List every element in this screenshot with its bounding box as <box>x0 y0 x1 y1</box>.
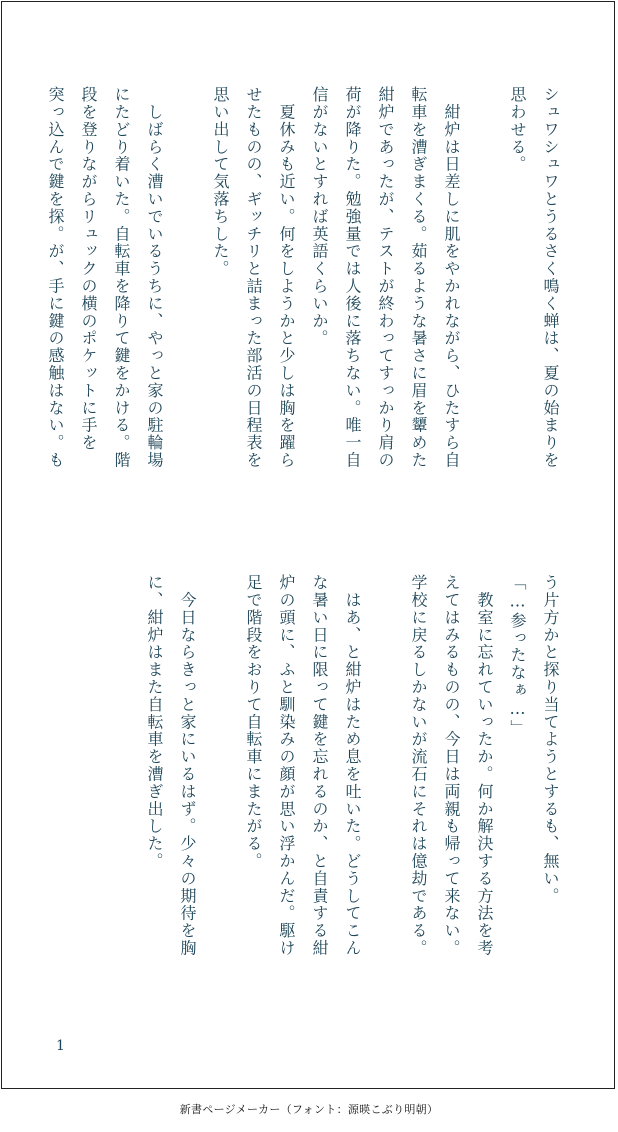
text-line: 紺炉であったが、テストが終わってすっかり肩の <box>376 86 395 469</box>
footer-credit: 新書ページメーカー（フォント：源暎こぶり明朝） <box>179 1103 439 1116</box>
text-line: 突っ込んで鍵を探。が、手に鍵の感触はない。も <box>46 86 65 469</box>
text-line: はあ、と紺炉はため息を吐いた。どうしてこん <box>343 574 362 957</box>
text-line <box>171 86 204 526</box>
text-line: 信がないとすれば英語くらいか。 <box>310 86 329 347</box>
text-line: に、紺炉はまた自転車を漕ぎ出した。 <box>145 574 164 870</box>
text-line: 思わせる。 <box>508 86 527 173</box>
text-line: 炉の頭に、ふと馴染みの顔が思い浮かんだ。駆け <box>277 574 296 957</box>
text-line: にたどり着いた。自転車を降りて鍵をかける。階 <box>112 86 131 469</box>
text-line: 教室に忘れていったか。何か解決する方法を考 <box>475 574 494 957</box>
page-frame <box>1 1 615 1089</box>
text-line: な暑い日に限って鍵を忘れるのか、と自責する紺 <box>310 574 329 957</box>
text-line: 「…参ったなぁ…」 <box>508 574 527 737</box>
text-line: 足で階段をおりて自転車にまたがる。 <box>244 574 263 870</box>
text-line: シュワシュワとうるさく鳴く蝉は、夏の始まりを <box>541 86 560 469</box>
text-line: う片方かと探り当てようとするも、無い。 <box>541 574 560 905</box>
text-line: 思い出して気落ちした。 <box>211 86 230 278</box>
page-number: 1 <box>56 1038 65 1054</box>
text-line: 転車を漕ぎまくる。茹るような暑さに眉を顰めた <box>409 86 428 469</box>
text-line <box>369 574 402 1014</box>
text-line <box>468 86 501 526</box>
text-line: 紺炉は日差しに肌をやかれながら、ひたすら自 <box>442 86 461 469</box>
text-line: 段を登りながらリュックの横のポケットに手を <box>79 86 98 452</box>
text-line: 夏休みも近い。何をしようかと少しは胸を躍ら <box>277 86 296 469</box>
lower-text-block <box>138 574 567 1014</box>
text-line: 荷が降りた。勉強量では人後に落ちない。唯一自 <box>343 86 362 469</box>
text-line: えてはみるものの、今日は両親も帰って来ない。 <box>442 574 461 957</box>
text-line: 今日ならきっと家にいるはず。少々の期待を胸 <box>178 574 197 957</box>
text-line <box>204 574 237 1014</box>
text-line: せたものの、ギッチリと詰まった部活の日程表を <box>244 86 263 469</box>
text-line: しばらく漕いでいるうちに、やっと家の駐輪場 <box>145 86 164 469</box>
text-line: 学校に戻るしかないが流石にそれは億劫である。 <box>409 574 428 957</box>
upper-text-block <box>39 86 567 526</box>
